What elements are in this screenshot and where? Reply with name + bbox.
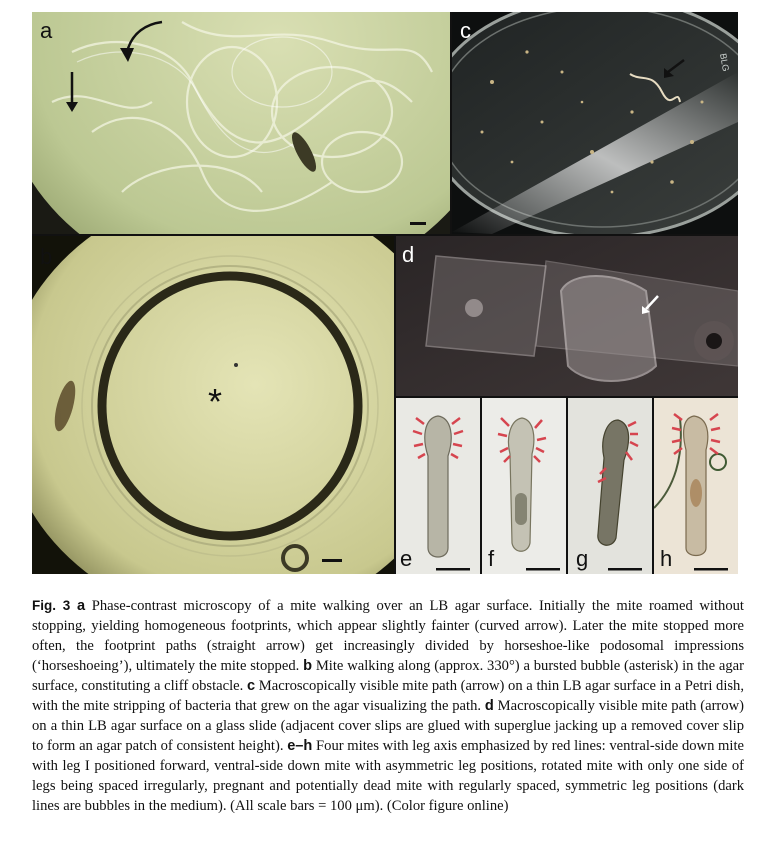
caption-letter-c: c (246, 678, 256, 694)
panel-label-c: c (460, 18, 471, 43)
panel-b (32, 236, 394, 574)
caption-text-eh: Four mites with leg axis emphasized by red lines: ventral-side down mite with leg I positioned forward, ventral-side down mite with asymmetric leg positions, rotated mite with only one side of legs being spaced irregularly, pregnant and potentially dead mite with regularly spaced, symmetric leg positions (dark lines are bubbles in the medium). (All scale bars = 100 μm). (Color figure online) (32, 738, 744, 814)
scale-bar (526, 568, 560, 571)
panel-d (396, 236, 738, 396)
caption-text-a: Phase-contrast microscopy of a mite walking over an LB agar surface. Initially the mite roamed without stopping, yielding homogeneous footprints, which appear slightly fainter (curved arrow). Later the mite stopped more often, the footprint paths (straight arrow) get increasingly divided by horseshoe-like podosomal impressions (‘horseshoeing’), ultimately the mite stopped. (32, 598, 744, 674)
dish-print: BLG (718, 52, 732, 73)
scale-bar (608, 568, 642, 571)
caption-text-d: Macroscopically visible mite path (arrow) on a thin LB agar surface on a glass slide (adjacent cover slips are glued with superglue jacking up a removed cover slip to form an agar patch of consistent height). (32, 698, 744, 754)
panel-c-image (452, 12, 738, 234)
panel-g (568, 398, 652, 574)
mite-body (509, 418, 534, 551)
scale-bar (694, 568, 728, 571)
caption-letter-b: b (303, 658, 313, 674)
cover-slip-left (426, 256, 546, 356)
panel-label-g: g (576, 546, 589, 571)
panel-d-image (396, 236, 738, 396)
asterisk-marker: * (208, 381, 223, 422)
panel-label-d: d (402, 242, 415, 267)
scale-bar (410, 222, 426, 225)
panel-f-image (482, 398, 566, 574)
figure-3 (32, 12, 738, 574)
caption-letter-eh: e–h (287, 738, 313, 754)
panel-a (32, 12, 450, 234)
panel-label-f: f (488, 546, 495, 571)
mite-body (425, 416, 451, 557)
panel-c (452, 12, 738, 234)
panel-label-h: h (660, 546, 673, 571)
panel-e (396, 398, 480, 574)
panel-label-b: b (40, 244, 53, 269)
scale-bar (436, 568, 470, 571)
caption-text-c: Macroscopically visible mite path (arrow) on a thin LB agar surface in a Petri dish, with the mite stripping of bacteria that grew on the agar visualizing the path. (32, 678, 745, 714)
agar-patch (561, 276, 656, 381)
panel-a-image (32, 12, 450, 234)
panel-h (654, 398, 738, 574)
figure-number: Fig. 3 (32, 598, 71, 613)
caption-letter-a: a (76, 598, 86, 614)
panel-label-e: e (400, 546, 413, 571)
figure-caption (32, 596, 744, 816)
caption-letter-d: d (484, 698, 494, 714)
panel-label-a: a (40, 18, 53, 43)
scale-bar (322, 559, 342, 562)
panel-f (482, 398, 566, 574)
caption-text-b: Mite walking along (approx. 330°) a bursted bubble (asterisk) in the agar surface, constituting a cliff obstacle. (32, 658, 744, 694)
